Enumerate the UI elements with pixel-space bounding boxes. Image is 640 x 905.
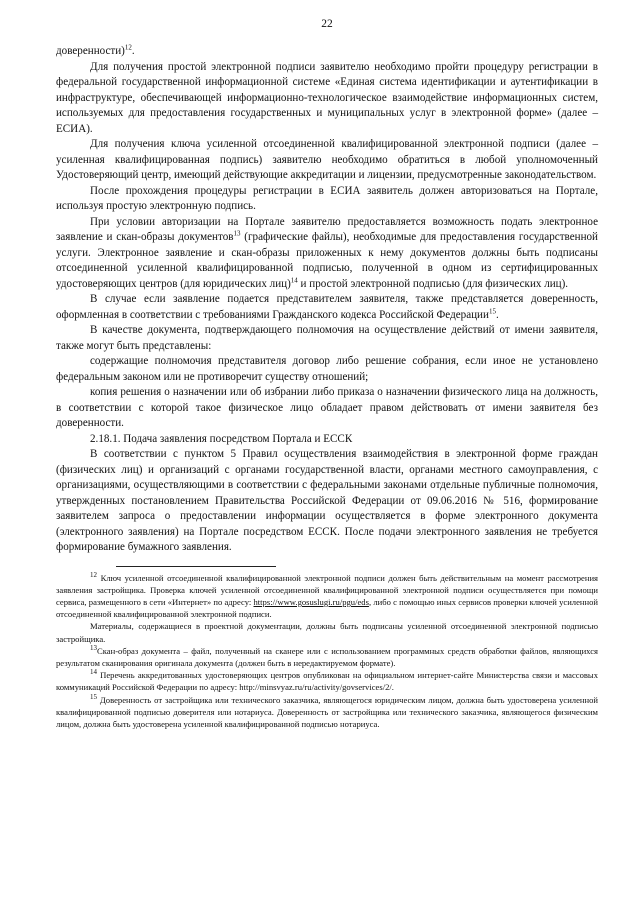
paragraph-p6 xyxy=(56,323,598,354)
text-run: В случае если заявление подается представителем заявителя, также представляется доверенность, оформленная в соответствии с требованиями Гражданского кодекса Российской Федерации xyxy=(56,293,598,321)
paragraph-p1 xyxy=(56,60,598,138)
paragraph-p0 xyxy=(56,44,598,60)
text-run: и простой электронной подписью (для физических лиц). xyxy=(297,277,569,290)
footnote-ref: 12 xyxy=(90,570,97,579)
paragraph-p7 xyxy=(56,354,598,385)
footnote-ref: 13 xyxy=(233,229,241,238)
text-run: Перечень аккредитованных удостоверяющих центров опубликован на официальном интернет-сайте Министерства связи и массовых коммуникаций Российской Федерации по адресу: http://minsvyaz.ru/ru/activity/govservices/2/. xyxy=(56,670,598,693)
text-run: При условии авторизации на Портале заявителю предоставляется возможность подать электронное заявление и скан-образы документов xyxy=(56,215,598,243)
text-run: 2.18.1. Подача заявления посредством Портала и ЕССК xyxy=(90,432,353,445)
paragraph-p9 xyxy=(56,432,598,448)
footnote-f14 xyxy=(56,669,598,693)
text-run: В качестве документа, подтверждающего полномочия на осуществление действий от имени заявителя, также могут быть представлены: xyxy=(56,324,598,352)
footnote-f15 xyxy=(56,694,598,731)
paragraph-p5 xyxy=(56,292,598,323)
paragraph-p2 xyxy=(56,137,598,184)
footnote-f12 xyxy=(56,572,598,621)
text-run: . xyxy=(131,45,135,57)
text-run: Для получения простой электронной подписи заявителю необходимо пройти процедуру регистрации в федеральной государственной информационной системе «Единая система идентификации и аутентификации в инфраструктуре, обеспечивающей информационно-технологическое взаимодействие информационных систем, используемых для предоставления государственных и муниципальных услуг в электронной форме» (далее – ЕСИА). xyxy=(56,60,598,135)
text-run: Для получения ключа усиленной отсоединенной квалифицированной электронной подписи (далее – усиленная квалифицированная подпись) заявителю необходимо обратиться в любой уполномоченный Удостоверяющий центр, имеющий действующие аккредитации и лицензии, предусмотренные законодательством. xyxy=(56,138,598,181)
footnotes xyxy=(56,572,598,731)
paragraph-p3 xyxy=(56,184,598,215)
text-run: (графические файлы), необходимые для предоставления государственной услуги. Электронное заявление и скан-образы приложенных к нему документов должны быть подписаны отсоединенной усиленной квалифицированной подписью, полученной в одном из сертифицированных удостоверяющих центров (для юридических лиц) xyxy=(56,231,598,290)
document-body xyxy=(56,44,598,556)
text-run: Материалы, содержащиеся в проектной документации, должны быть подписаны усиленной отсоединенной электронной подписью застройщика. xyxy=(56,621,598,644)
footnote-ref: 12 xyxy=(124,43,132,52)
footnote-f12b xyxy=(56,620,598,644)
text-run: . xyxy=(495,308,499,321)
text-run: содержащие полномочия представителя договор либо решение собрания, если иное не установлено федеральным законом или не противоречит существу отношений; xyxy=(56,355,598,383)
text-run: Доверенность от застройщика или технического заказчика, являющегося юридическим лицом, должна быть удостоверена усиленной квалифицированной подписью доверителя или нотариуса. Доверенность от застройщика или технического заказчика, являющегося физическим лицом, должна быть удостоверена усиленной квалифицированной подписью нотариуса. xyxy=(56,694,598,729)
text-run: , либо с помощью иных сервисов проверки ключей усиленной отсоединенной квалифицированной электронной подписи. xyxy=(56,596,598,620)
footnote-separator xyxy=(116,566,276,567)
paragraph-p4 xyxy=(56,215,598,293)
text-run: В соответствии с пунктом 5 Правил осуществления взаимодействия в электронной форме граждан (физических лиц) и организаций с органами государственной власти, органами местного самоуправления, с организациями, осуществляющими в соответствии с федеральными законами отдельные публичные полномочия, утвержденных постановлением Правительства Российской Федерации от 09.06.2016 № 516, формирование заявителем запроса о предоставлении информации осуществляется в форме электронного документа (электронного заявления) на Портале посредством ЕССК. После подачи электронного заявления не требуется формирование бумажного заявления. xyxy=(56,448,598,553)
footnote-ref: 14 xyxy=(290,275,298,284)
footnote-ref: 14 xyxy=(90,668,97,677)
document-page xyxy=(56,18,598,730)
paragraph-p10 xyxy=(56,447,598,556)
text-run: копия решения о назначении или об избрании либо приказа о назначении физического лица на должность, в соответствии с которой такое физическое лицо обладает правом действовать от имени заявителя без доверенности. xyxy=(56,386,598,429)
page-number: 22 xyxy=(321,18,333,30)
paragraph-p8 xyxy=(56,385,598,432)
footnote-ref: 15 xyxy=(488,306,496,315)
url-link[interactable]: https://www.gosuslugi.ru/pgu/eds xyxy=(253,596,369,607)
footnote-ref: 13 xyxy=(90,643,97,652)
text-run: Ключ усиленной отсоединенной квалифицированной электронной подписи должен быть действительным на момент рассмотрения заявления застройщика. Проверка ключей усиленной отсоединенной квалифицированной электронной подписи осуществляется при помощи сервиса, размещенного в сети «Интернет» по адресу: xyxy=(56,572,598,607)
text-run: доверенности) xyxy=(56,45,125,57)
text-run: Скан-образ документа – файл, полученный на сканере или с использованием программных средств обработки файлов, являющихся результатом сканирования оригинала документа (должен быть в нередактируемом формате). xyxy=(56,645,598,668)
text-run: После прохождения процедуры регистрации в ЕСИА заявитель должен авторизоваться на Портале, используя простую электронную подпись. xyxy=(56,184,598,212)
footnote-ref: 15 xyxy=(90,692,97,701)
footnote-f13 xyxy=(56,645,598,669)
